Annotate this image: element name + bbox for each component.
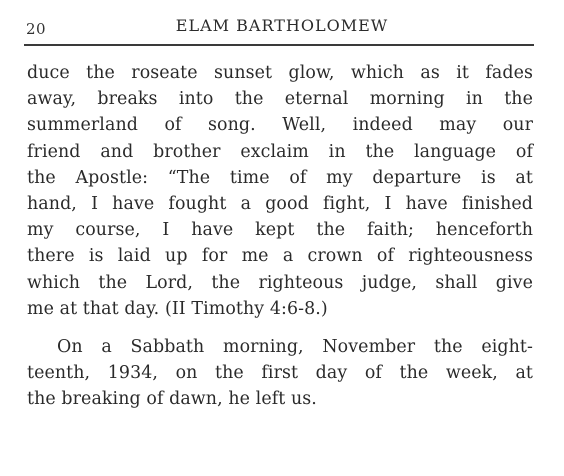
text-line: me at that day. (II Timothy 4:6-8.) [27,298,328,319]
text-line: teenth, 1934, on the first day of the week, at [27,363,533,384]
text-line: which the Lord, the righteous judge, shall give [27,272,533,293]
body-text [27,60,533,413]
page-number: 20 [26,20,47,38]
text-line: friend and brother exclaim in the language of [27,141,533,162]
text-line: the breaking of dawn, he left us. [27,389,317,410]
text-line: the Apostle: “The time of my departure is at [27,167,533,188]
text-line: my course, I have kept the faith; henceforth [27,220,533,241]
header-rule [24,44,534,46]
paragraph-2 [27,334,533,413]
text-line: hand, I have fought a good fight, I have finished [27,194,533,215]
text-line: duce the roseate sunset glow, which as it fades [27,63,533,83]
running-title: ELAM BARTHOLOMEW [175,16,389,35]
text-line: there is laid up for me a crown of righteousness [27,246,533,267]
text-line: away, breaks into the eternal morning in the [27,89,533,110]
text-line: summerland of song. Well, indeed may our [27,115,533,136]
paragraph-1 [27,60,533,322]
page-header [0,14,564,40]
text-line: On a Sabbath morning, November the eight- [57,337,533,358]
